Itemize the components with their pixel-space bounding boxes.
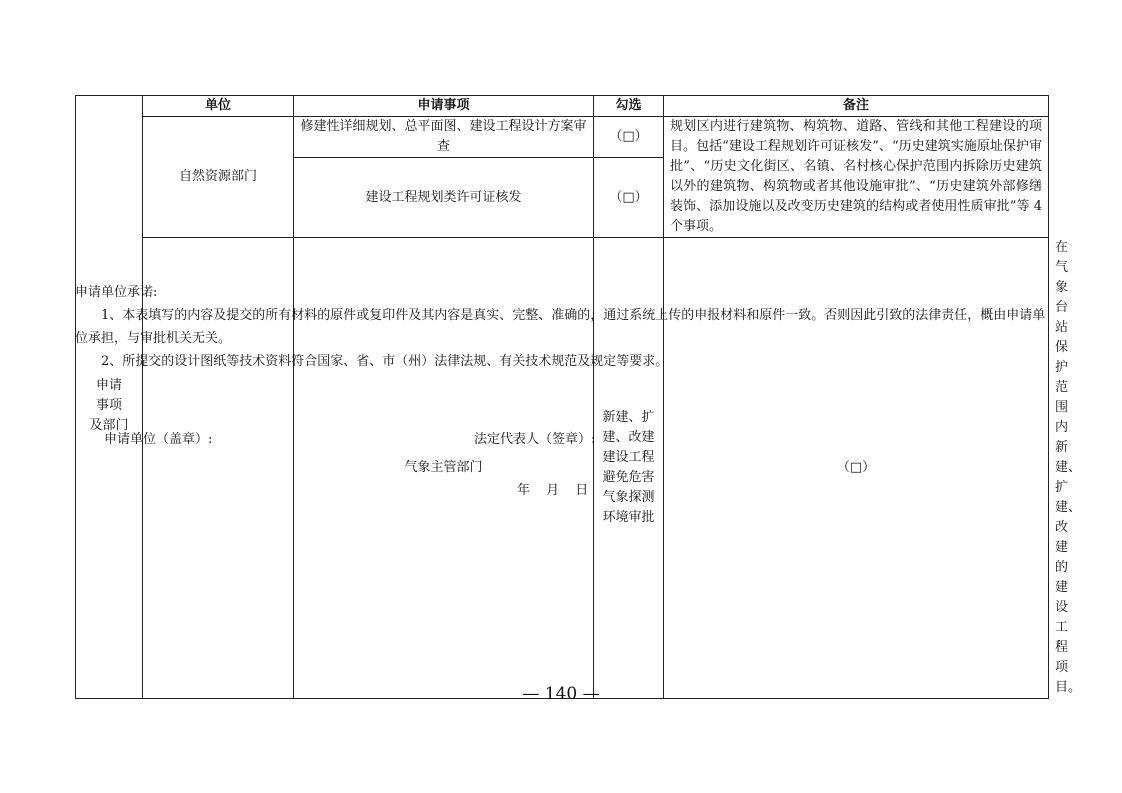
remark-cell: 规划区内进行建筑物、构筑物、道路、管线和其他工程建设的项目。包括“建设工程规划许可证核发”、“历史建筑实施原址保护审批”、“历史文化街区、名镇、名村核心保护范围内拆除历史建筑以外的建筑物、构筑物或者其他设施审批”、“历史建筑外部修缮装饰、添加设施以及改变历史建筑的结构或者使用性质审批”等 4 个事项。: [664, 117, 1049, 238]
applicant-seal-label: 申请单位（盖章）:: [104, 432, 213, 447]
check-cell[interactable]: （□）: [594, 117, 664, 158]
item-cell: 建设工程规划类许可证核发: [294, 158, 594, 238]
table-header-row: [76, 96, 1049, 117]
row-header-line: 及部门: [89, 418, 129, 433]
page-number: — 140 —: [522, 684, 600, 704]
item-cell: 修建性详细规划、总平面图、建设工程设计方案审查: [294, 117, 594, 158]
row-header-cell: [76, 96, 143, 699]
header-unit: 单位: [143, 96, 294, 117]
application-table: [75, 95, 1082, 699]
unit-cell: 自然资源部门: [143, 117, 294, 238]
item-cell: 新建、扩建、改建建设工程避免危害气象探测环境审批: [594, 238, 664, 699]
header-remark: 备注: [664, 96, 1049, 117]
row-header-line: 事项: [95, 398, 122, 413]
row-header-line: 申请: [95, 378, 122, 393]
promise-item: 2、所提交的设计图纸等技术资料符合国家、省、市（州）法律法规、有关技术规范及规定等要求。: [101, 354, 669, 369]
table-row: [76, 117, 1049, 158]
unit-cell: 气象主管部门: [294, 238, 594, 699]
promise-title: 申请单位承诺:: [75, 285, 158, 300]
promise-item: 1、本表填写的内容及提交的所有材料的原件或复印件及其内容是真实、完整、准确的，通过系统上传的申报材料和原件一致。否则因此引致的法律责任，概由申请单位承担，与审批机关无关。: [75, 308, 1046, 346]
header-check: 勾选: [594, 96, 664, 117]
check-cell[interactable]: （□）: [664, 238, 1049, 699]
header-item: 申请事项: [294, 96, 594, 117]
legal-rep-signature-label: 法定代表人（签章）:: [474, 432, 596, 447]
promise-section: [75, 281, 1048, 373]
table-row: 气象主管部门 新建、扩建、改建建设工程避免危害气象探测环境审批 （□） 在气象台站保护范围内新建、扩建、改建的建设工程项目。: [76, 238, 1049, 699]
check-cell[interactable]: （□）: [594, 158, 664, 238]
date-label: 年 月 日: [517, 483, 589, 498]
